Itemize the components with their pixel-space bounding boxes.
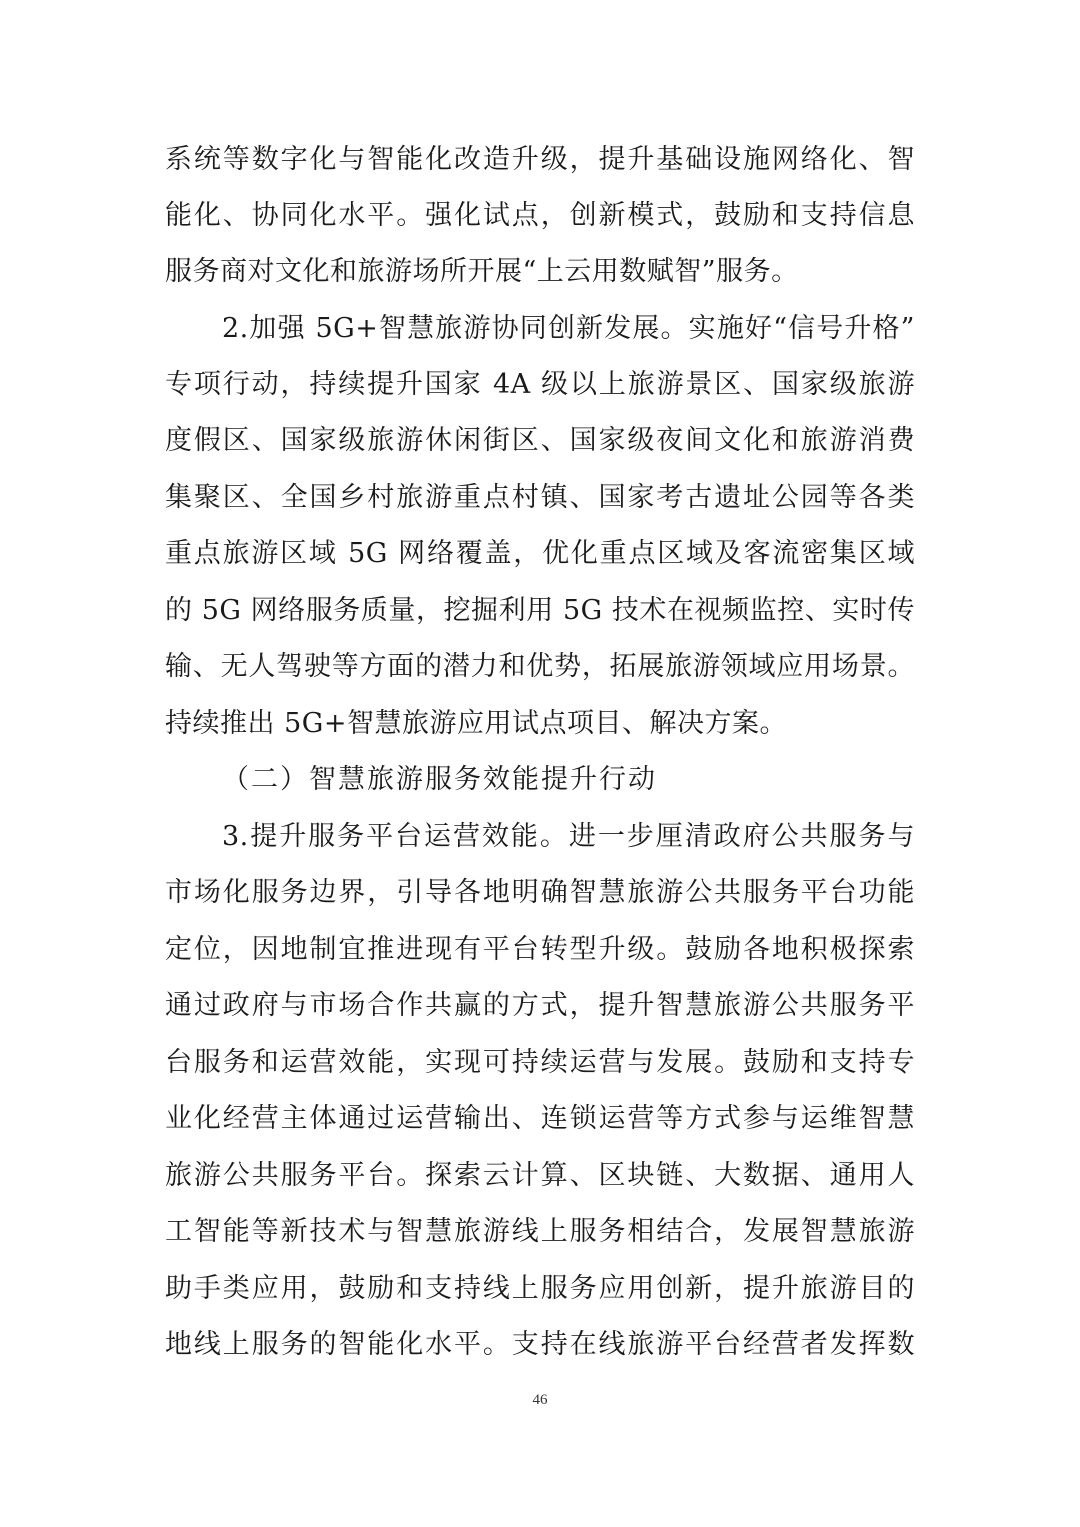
text-line: 服务商对文化和旅游场所开展“上云用数赋智”服务。 bbox=[165, 256, 799, 287]
text-line: 能化、协同化水平。强化试点，创新模式，鼓励和支持信息 bbox=[165, 200, 915, 231]
section-heading: （二）智慧旅游服务效能提升行动 bbox=[222, 764, 657, 795]
text-line: 输、无人驾驶等方面的潜力和优势，拓展旅游领域应用场景。 bbox=[165, 651, 915, 682]
text-line: 工智能等新技术与智慧旅游线上服务相结合，发展智慧旅游 bbox=[165, 1216, 915, 1247]
paragraph-start-line: 3.提升服务平台运营效能。进一步厘清政府公共服务与 bbox=[222, 821, 915, 852]
text-line: 旅游公共服务平台。探索云计算、区块链、大数据、通用人 bbox=[165, 1160, 915, 1191]
text-line: 市场化服务边界，引导各地明确智慧旅游公共服务平台功能 bbox=[165, 877, 915, 908]
text-line: 助手类应用，鼓励和支持线上服务应用创新，提升旅游目的 bbox=[165, 1273, 915, 1304]
text-line: 的 5G 网络服务质量，挖掘利用 5G 技术在视频监控、实时传 bbox=[165, 595, 915, 626]
text-line: 重点旅游区域 5G 网络覆盖，优化重点区域及客流密集区域 bbox=[165, 538, 915, 569]
text-line: 集聚区、全国乡村旅游重点村镇、国家考古遗址公园等各类 bbox=[165, 482, 915, 513]
paragraph-start-line: 2.加强 5G+智慧旅游协同创新发展。实施好“信号升格” bbox=[222, 313, 915, 344]
text-line: 通过政府与市场合作共赢的方式，提升智慧旅游公共服务平 bbox=[165, 990, 915, 1021]
text-line: 业化经营主体通过运营输出、连锁运营等方式参与运维智慧 bbox=[165, 1103, 915, 1134]
text-line: 专项行动，持续提升国家 4A 级以上旅游景区、国家级旅游 bbox=[165, 369, 915, 400]
text-line: 系统等数字化与智能化改造升级，提升基础设施网络化、智 bbox=[165, 144, 915, 175]
text-line: 定位，因地制宜推进现有平台转型升级。鼓励各地积极探索 bbox=[165, 934, 915, 965]
page-number: 46 bbox=[532, 1392, 548, 1408]
text-line: 度假区、国家级旅游休闲街区、国家级夜间文化和旅游消费 bbox=[165, 425, 915, 456]
text-line: 持续推出 5G+智慧旅游应用试点项目、解决方案。 bbox=[165, 708, 787, 739]
text-line: 台服务和运营效能，实现可持续运营与发展。鼓励和支持专 bbox=[165, 1047, 915, 1078]
text-line: 地线上服务的智能化水平。支持在线旅游平台经营者发挥数 bbox=[165, 1329, 915, 1360]
